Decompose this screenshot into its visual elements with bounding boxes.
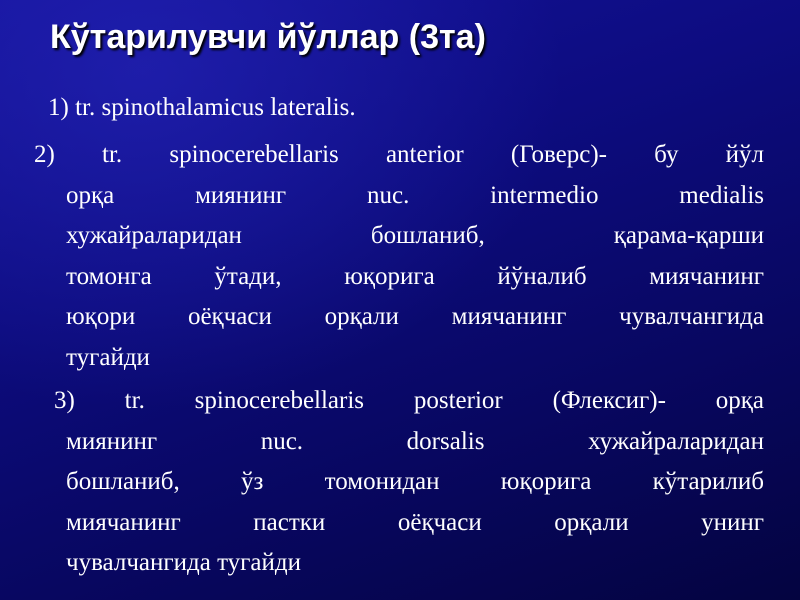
list-item-2-line-5: юқори оёқчаси орқали миячанинг чувалчангида [66, 303, 764, 330]
list-item-2-line-2: орқа миянинг nuc. intermedio medialis [66, 181, 764, 209]
list-item-2-line-3: хужайраларидан бошланиб, қарама-қарши [66, 222, 764, 249]
list-item-3-line-2: миянинг nuc. dorsalis хужайраларидан [66, 427, 764, 455]
list-item-2 [34, 135, 764, 378]
list-item-3-line-4: миячанинг пастки оёқчаси орқали унинг [66, 508, 764, 536]
list-item-2-line-1: 2) tr. spinocerebellaris anterior (Говерс)- бу йўл [34, 141, 764, 168]
list-item-2-line-4: томонга ўтади, юқорига йўналиб миячанинг [66, 262, 764, 290]
list-item-3 [54, 381, 764, 584]
list-item-3-line-3: бошланиб, ўз томонидан юқорига кўтарилиб [66, 468, 764, 495]
list-item-3-line-1: 3) tr. spinocerebellaris posterior (Флексиг)- орқа [54, 387, 764, 414]
list-item-3-line-5: чувалчангида тугайди [66, 549, 302, 576]
list-item-1: 1) tr. spinothalamicus lateralis. [48, 94, 356, 121]
list-item-2-line-6: тугайди [66, 343, 150, 371]
slide-title: Кўтарилувчи йўллар (3та) [50, 18, 486, 56]
